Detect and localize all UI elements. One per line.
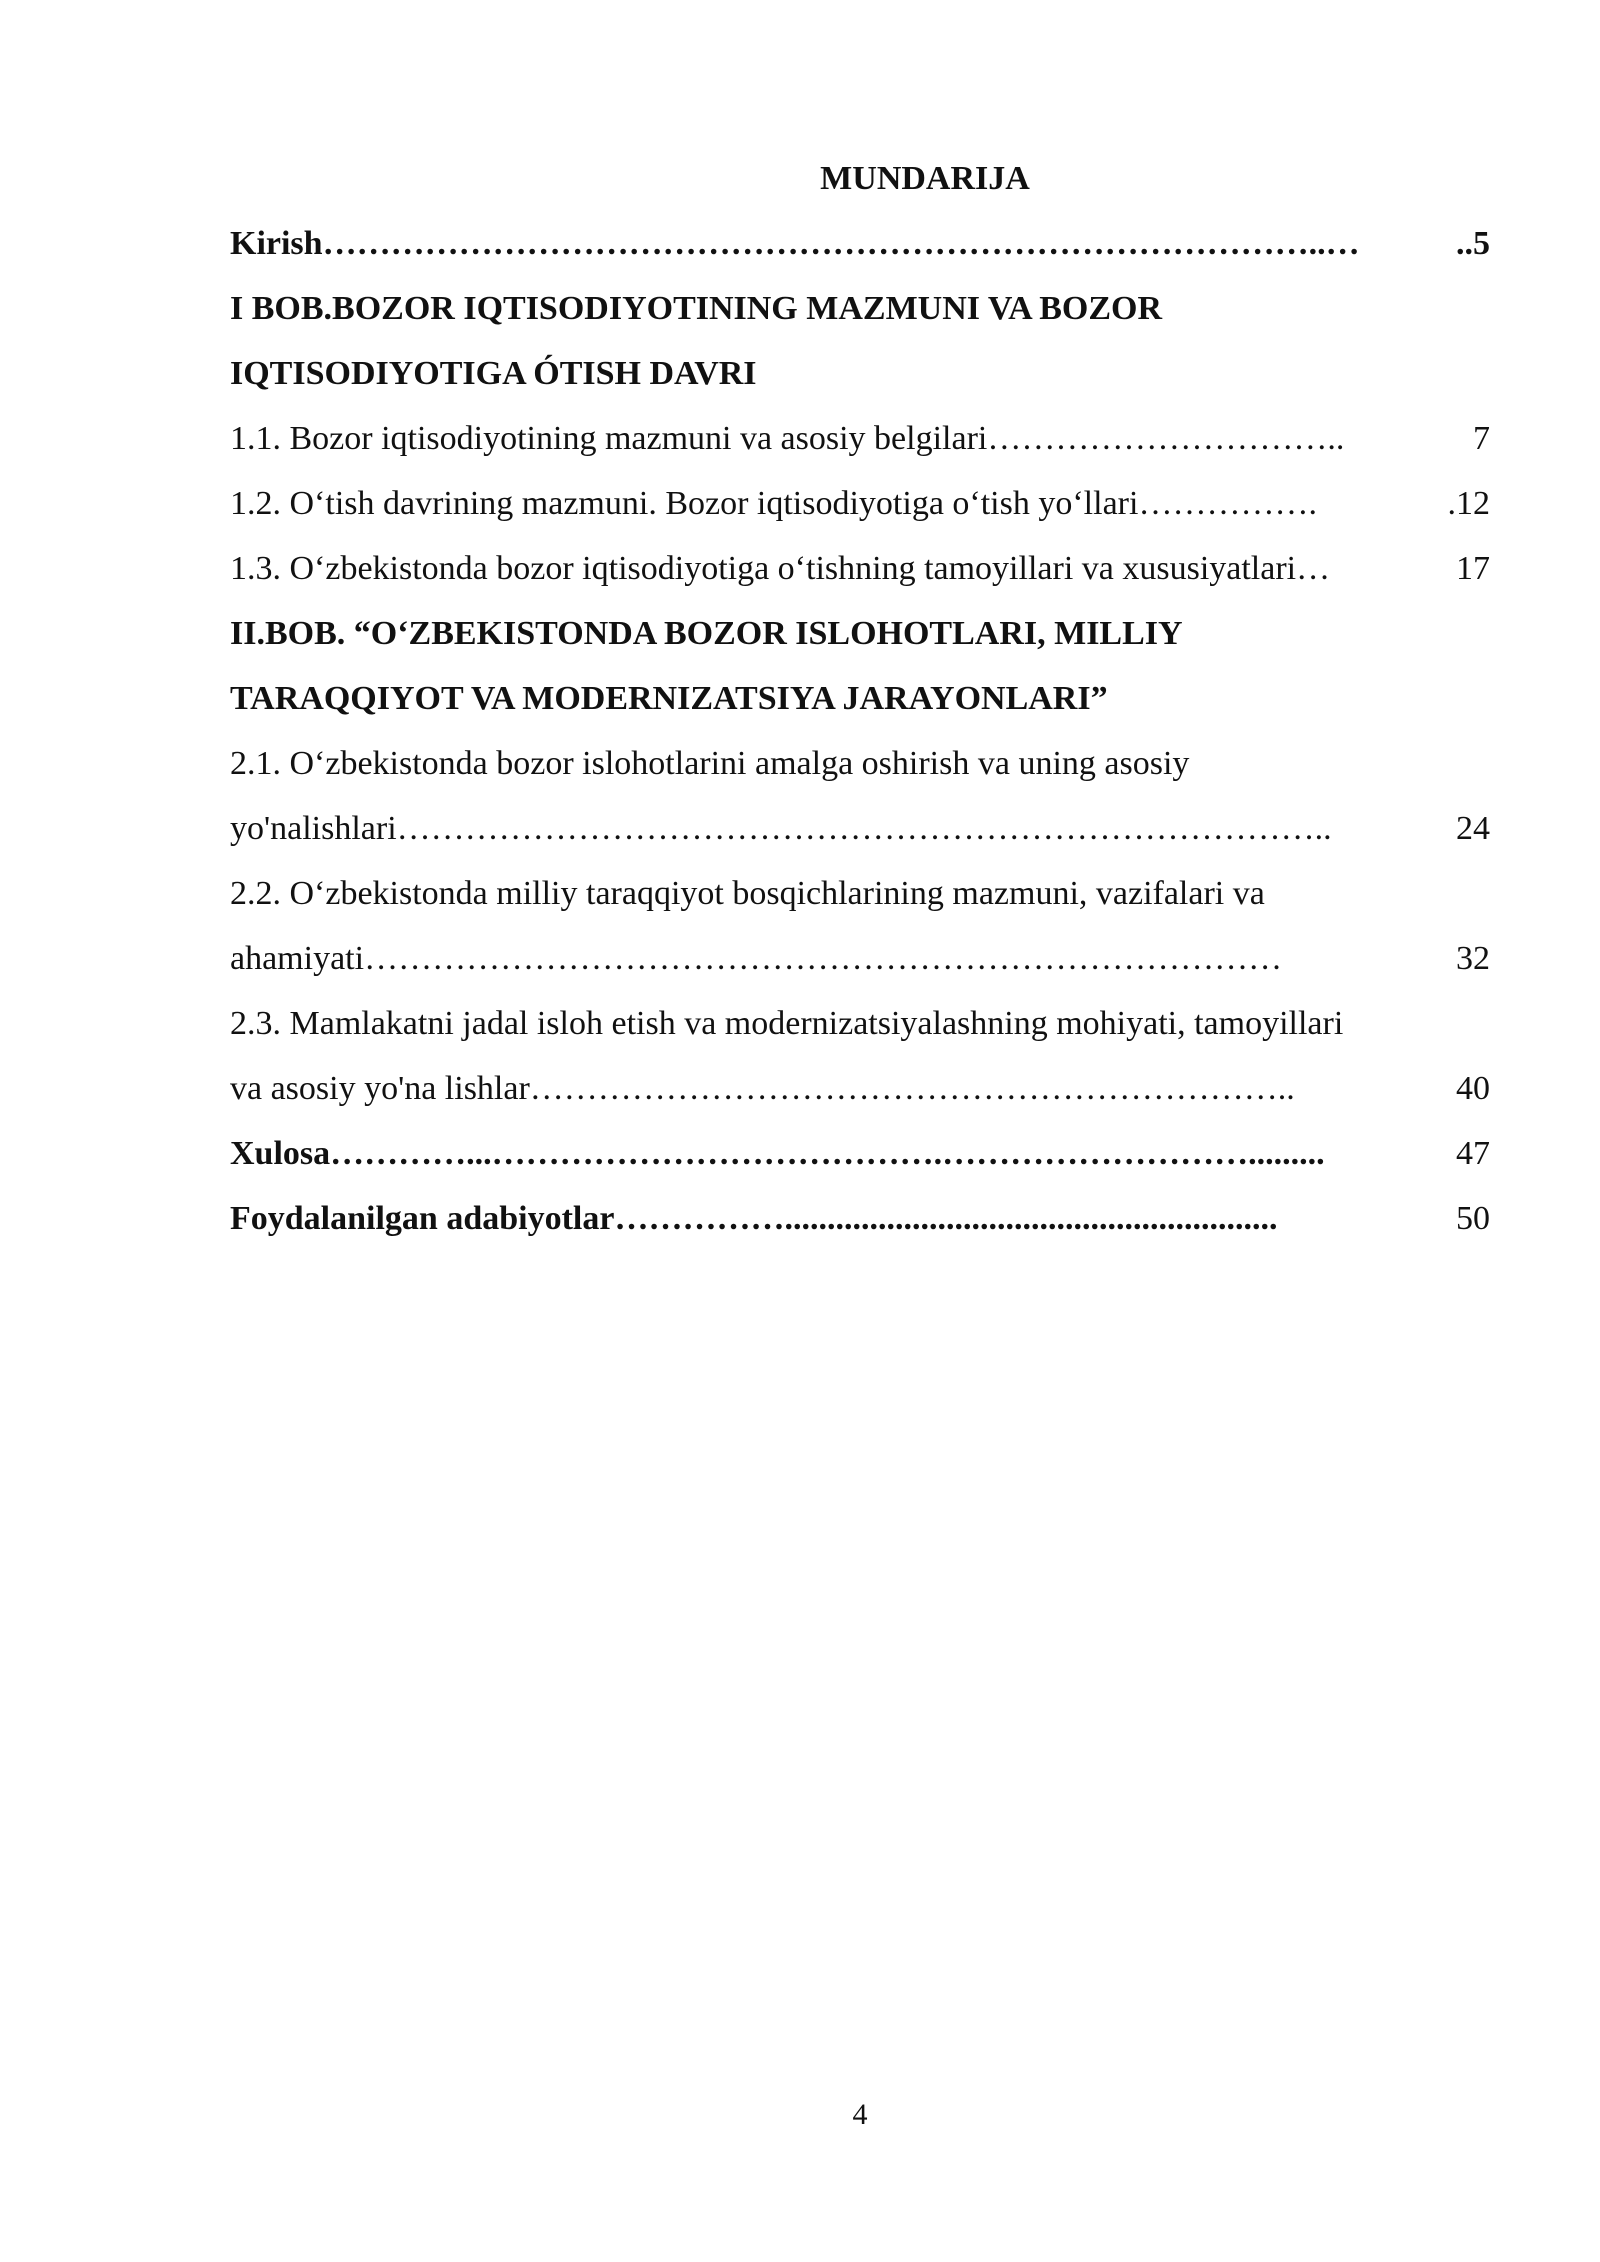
chapter-1-heading-line-1: I BOB.BOZOR IQTISODIYOTINING MAZMUNI VA BOZOR — [230, 290, 1163, 327]
toc-entry-xulosa — [230, 1121, 1490, 1186]
toc-title: MUNDARIJA — [820, 160, 1030, 197]
toc-page-number: 40 — [1456, 1070, 1490, 1107]
toc-entry-label: yo'nalishlari — [230, 810, 397, 847]
toc-leader-dots: ………………………………………………………….. — [529, 1070, 1295, 1107]
toc-entry-label: Foydalanilgan adabiyotlar — [230, 1200, 615, 1237]
toc-entry-2-3 — [230, 1056, 1490, 1121]
toc-leader-dots: ……………. — [1138, 485, 1317, 522]
toc-entry-label: va asosiy yo'na lishlar — [230, 1070, 530, 1107]
toc-entry-label: 1.1. Bozor iqtisodiyotining mazmuni va asosiy belgilari — [230, 420, 988, 457]
toc-entry-label: 1.3. O‘zbekistonda bozor iqtisodiyotiga o‘tishning tamoyillari va xususiyatlari — [230, 550, 1297, 587]
toc-entry-1-1 — [230, 406, 1490, 471]
toc-page-number: 32 — [1456, 940, 1490, 977]
table-of-contents — [230, 146, 1490, 1251]
toc-entry-kirish — [230, 211, 1490, 276]
toc-entry-2-1-line-1: 2.1. O‘zbekistonda bozor islohotlarini amalga oshirish va uning asosiy — [230, 745, 1190, 782]
toc-entry-label: Kirish — [230, 225, 323, 262]
page-number: 4 — [852, 2098, 868, 2131]
toc-page-number: .12 — [1447, 485, 1490, 522]
toc-page-number: 50 — [1456, 1200, 1490, 1237]
toc-page-number: ..5 — [1456, 225, 1490, 262]
toc-leader-dots: ………………………….. — [987, 420, 1345, 457]
toc-page-number: 24 — [1456, 810, 1490, 847]
chapter-2-heading-line-2: TARAQQIYOT VA MODERNIZATSIYA JARAYONLARI” — [230, 680, 1108, 717]
toc-page-number: 47 — [1456, 1135, 1490, 1172]
toc-entry-1-2 — [230, 471, 1490, 536]
toc-leader-dots: … — [1296, 550, 1331, 587]
chapter-2-heading-line-1: II.BOB. “O‘ZBEKISTONDA BOZOR ISLOHOTLARI, MILLIY — [230, 615, 1183, 652]
toc-leader-dots: …………...………………………………….………………………......... — [330, 1135, 1325, 1172]
toc-leader-dots: …………….......................................................... — [614, 1200, 1278, 1237]
toc-entry-label: ahamiyati — [230, 940, 365, 977]
toc-entry-adabiyotlar — [230, 1186, 1490, 1251]
toc-entry-2-2 — [230, 926, 1490, 991]
toc-leader-dots: ……………………………………………………………………….. — [396, 810, 1332, 847]
chapter-1-heading-line-2: IQTISODIYOTIGA ÓTISH DAVRI — [230, 355, 757, 392]
toc-entry-2-2-line-1: 2.2. O‘zbekistonda milliy taraqqiyot bosqichlarining mazmuni, vazifalari va — [230, 875, 1265, 912]
toc-entry-1-3 — [230, 536, 1490, 601]
toc-entry-label: 1.2. O‘tish davrining mazmuni. Bozor iqtisodiyotiga o‘tish yo‘llari — [230, 485, 1139, 522]
toc-page-number: 7 — [1473, 420, 1490, 457]
toc-page-number: 17 — [1456, 550, 1490, 587]
toc-entry-2-1 — [230, 796, 1490, 861]
toc-leader-dots: ……………………………………………………………………… — [364, 940, 1283, 977]
toc-entry-label: Xulosa — [230, 1135, 331, 1172]
toc-entry-2-3-line-1: 2.3. Mamlakatni jadal isloh etish va modernizatsiyalashning mohiyati, tamoyillari — [230, 1005, 1344, 1042]
toc-leader-dots: ……………………………………………………………………………..… — [322, 225, 1360, 262]
